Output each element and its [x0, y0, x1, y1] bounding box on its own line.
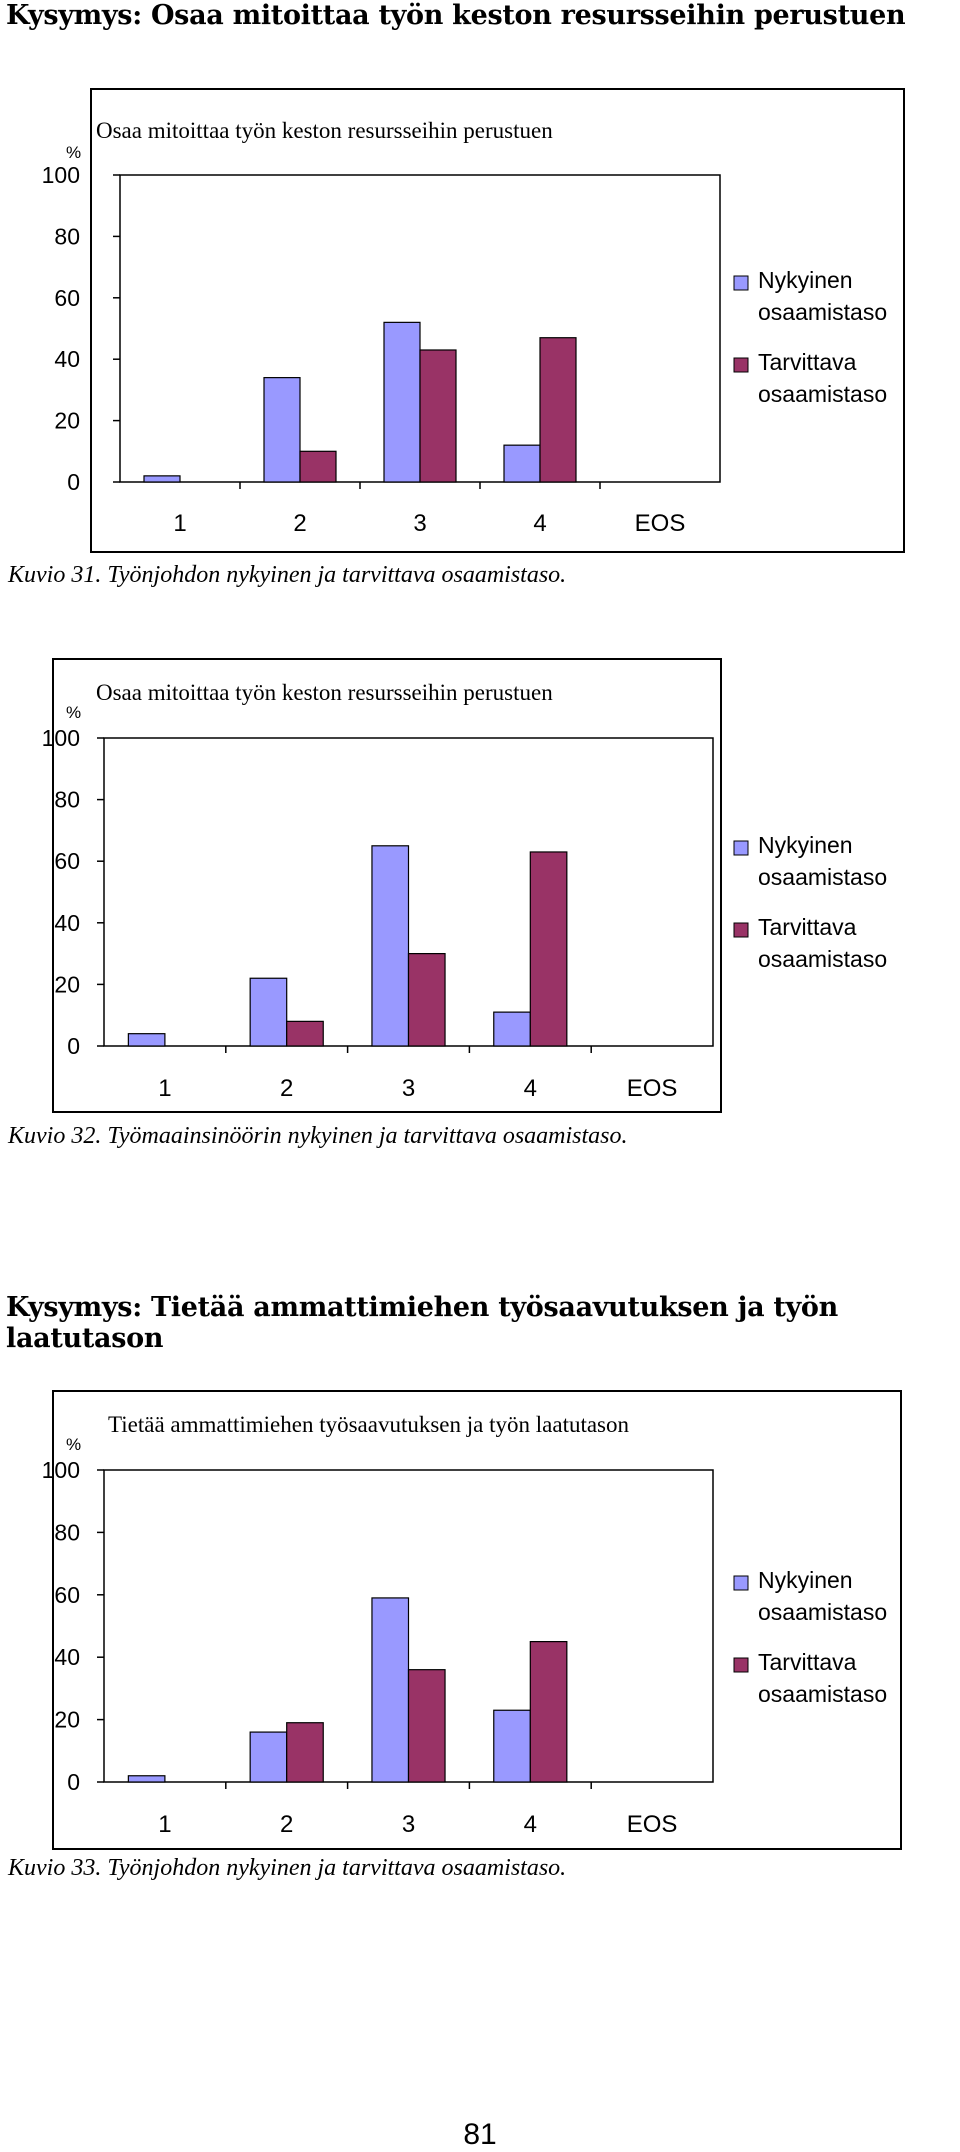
- bar: [494, 1710, 531, 1782]
- bar: [128, 1776, 165, 1782]
- figure-caption: Kuvio 33. Työnjohdon nykyinen ja tarvittava osaamistaso.: [8, 1855, 567, 1881]
- y-tick-label: 80: [54, 786, 80, 813]
- y-tick-label: 80: [54, 223, 80, 250]
- x-tick-label: EOS: [634, 510, 686, 537]
- y-tick-label: 60: [54, 284, 80, 311]
- legend-label: Nykyinen osaamistaso: [758, 267, 888, 325]
- x-tick-label: 4: [523, 1075, 537, 1102]
- x-tick-label: 3: [413, 510, 427, 537]
- y-tick-label: 100: [41, 1457, 80, 1483]
- bar: [287, 1723, 324, 1782]
- chart-title: Osaa mitoittaa työn keston resursseihin perustuen: [96, 118, 553, 143]
- x-tick-label: 3: [401, 1811, 416, 1838]
- section-heading: Kysymys: Osaa mitoittaa työn keston resursseihin perustuen: [6, 0, 906, 31]
- y-axis-label: %: [66, 703, 82, 722]
- y-tick-label: 0: [67, 1033, 80, 1059]
- legend-label: Tarvittava osaamistaso: [758, 1649, 888, 1707]
- x-tick-label: 1: [158, 1811, 172, 1838]
- y-axis-label: %: [66, 143, 82, 162]
- y-axis-label: %: [66, 1435, 82, 1454]
- legend-label: Nykyinen osaamistaso: [758, 1567, 888, 1625]
- bar: [250, 1732, 287, 1782]
- y-tick-label: 60: [54, 1581, 80, 1608]
- legend-label: Nykyinen osaamistaso: [758, 832, 888, 890]
- bar: [372, 1598, 409, 1782]
- y-tick-label: 20: [54, 407, 80, 434]
- y-tick-label: 20: [54, 1706, 80, 1733]
- bar: [530, 1642, 567, 1782]
- x-tick-label: 3: [401, 1075, 416, 1102]
- y-tick-label: 80: [54, 1519, 80, 1546]
- y-tick-label: 100: [41, 162, 80, 188]
- y-tick-label: 100: [41, 725, 80, 751]
- legend-label: Tarvittava osaamistaso: [758, 349, 888, 407]
- y-tick-label: 40: [54, 909, 80, 936]
- x-tick-label: 4: [533, 510, 547, 537]
- x-tick-label: 1: [158, 1075, 172, 1102]
- section-heading: Kysymys: Tietää ammattimiehen työsaavutuksen ja työn laatutason: [6, 1292, 838, 1354]
- figure-caption: Kuvio 32. Työmaainsinöörin nykyinen ja tarvittava osaamistaso.: [8, 1123, 628, 1149]
- y-tick-label: 40: [54, 346, 80, 373]
- x-tick-label: 2: [293, 510, 307, 537]
- y-tick-label: 20: [54, 971, 80, 998]
- x-tick-label: 2: [280, 1075, 294, 1102]
- chart-title: Tietää ammattimiehen työsaavutuksen ja työn laatutason: [108, 1412, 630, 1437]
- legend-swatch: [734, 1576, 748, 1590]
- x-tick-label: EOS: [626, 1075, 678, 1102]
- y-tick-label: 40: [54, 1644, 80, 1671]
- bar: [409, 1670, 446, 1782]
- y-tick-label: 60: [54, 848, 80, 875]
- y-tick-label: 0: [67, 1769, 80, 1795]
- x-tick-label: 4: [523, 1811, 537, 1838]
- legend-swatch: [734, 1658, 748, 1672]
- y-tick-label: 0: [67, 469, 80, 495]
- legend-label: Tarvittava osaamistaso: [758, 914, 888, 972]
- x-tick-label: 1: [173, 510, 187, 537]
- figure-caption: Kuvio 31. Työnjohdon nykyinen ja tarvittava osaamistaso.: [8, 562, 567, 588]
- chart-title: Osaa mitoittaa työn keston resursseihin perustuen: [96, 680, 553, 705]
- x-tick-label: EOS: [626, 1811, 678, 1838]
- page-number: 81: [463, 2118, 497, 2151]
- x-tick-label: 2: [280, 1811, 294, 1838]
